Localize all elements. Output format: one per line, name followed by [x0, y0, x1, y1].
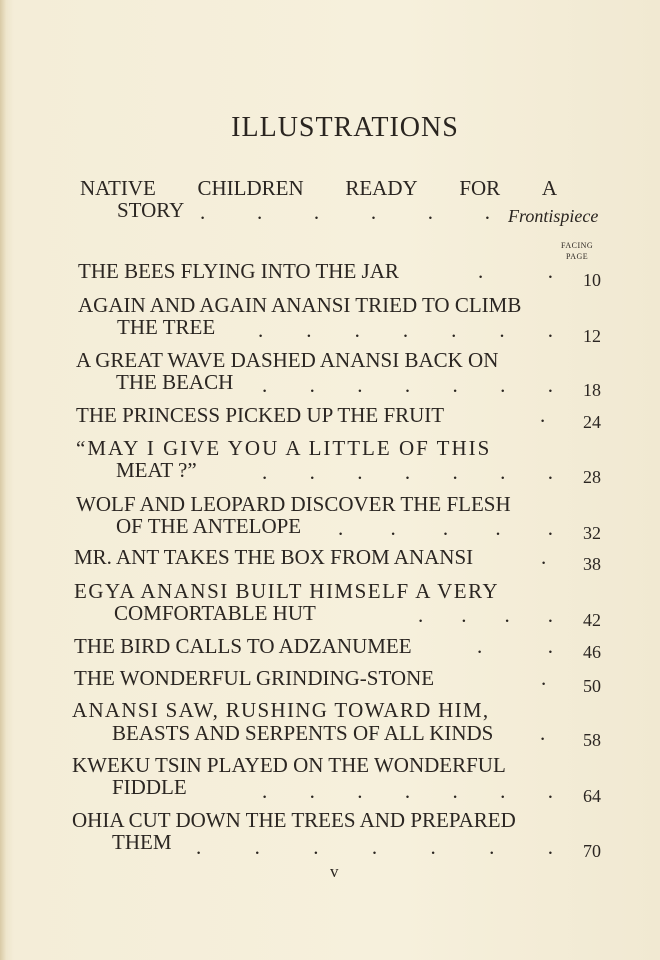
entry-title: OHIA CUT DOWN THE TREES AND PREPARED	[72, 808, 516, 832]
entry-title: THE PRINCESS PICKED UP THE FRUIT	[76, 403, 445, 427]
entry-title-continued: OF THE ANTELOPE	[116, 514, 302, 538]
entry-title: WOLF AND LEOPARD DISCOVER THE FLESH	[76, 492, 511, 516]
entry-page-number: 50	[583, 676, 601, 696]
entry-page-number: 64	[583, 786, 601, 806]
entry-page-number: 12	[583, 326, 601, 346]
entry-title: THE BIRD CALLS TO ADZANUMEE	[74, 634, 412, 658]
entry-page-number: 38	[583, 554, 601, 574]
entry-page-number: 70	[583, 841, 601, 861]
entry-page-number: 32	[583, 523, 601, 543]
facing-page-label: FACING PAGE	[561, 241, 594, 261]
leader-dots: . . . .	[418, 603, 553, 627]
entry-page-number: 10	[583, 270, 601, 290]
frontispiece-word: CHILDREN	[197, 176, 304, 200]
frontispiece-word: READY	[345, 176, 418, 200]
page-folio: v	[330, 862, 339, 881]
frontispiece-word: NATIVE	[80, 176, 156, 200]
leader-dots: .	[540, 721, 546, 745]
leader-dots: . .	[478, 259, 553, 283]
entry-title-continued: COMFORTABLE HUT	[114, 601, 316, 625]
entry-page-number: 46	[583, 642, 601, 662]
entry-page-number: 58	[583, 730, 601, 750]
leader-dots: . .	[477, 634, 553, 658]
leader-dots: . . . . . . .	[196, 835, 553, 859]
entry-page-number: 18	[583, 380, 601, 400]
entry-title-continued: MEAT ?”	[116, 458, 197, 482]
entry-title: “MAY I GIVE YOU A LITTLE OF THIS	[76, 436, 492, 460]
entry-title-continued: THE TREE	[117, 315, 216, 339]
leader-dots: .	[541, 545, 547, 569]
leader-dots: . . . . . . .	[262, 460, 553, 484]
frontispiece-leader-dots: . . . . . .	[200, 200, 490, 224]
frontispiece-page: Frontispiece	[508, 206, 599, 226]
entry-title-continued: FIDDLE	[112, 775, 187, 799]
entry-title-continued: THEM	[112, 830, 172, 854]
entry-title: A GREAT WAVE DASHED ANANSI BACK ON	[76, 348, 499, 372]
page-title: ILLUSTRATIONS	[231, 112, 459, 143]
frontispiece-word: FOR	[459, 176, 501, 200]
entry-title: KWEKU TSIN PLAYED ON THE WONDERFUL	[72, 753, 506, 777]
leader-dots: . . . . . . .	[262, 779, 553, 803]
leader-dots: . . . . .	[338, 516, 553, 540]
entry-title: ANANSI SAW, RUSHING TOWARD HIM,	[72, 698, 490, 722]
page-gutter	[0, 0, 6, 960]
leader-dots: .	[541, 666, 547, 690]
entry-title-continued: THE BEACH	[116, 370, 234, 394]
entry-page-number: 28	[583, 467, 601, 487]
frontispiece-line-2: STORY	[117, 198, 185, 222]
leader-dots: . . . . . . .	[262, 373, 553, 397]
leader-dots: .	[540, 403, 546, 427]
entry-title-continued: BEASTS AND SERPENTS OF ALL KINDS	[112, 721, 494, 745]
frontispiece-word: A	[541, 176, 557, 200]
entry-page-number: 24	[583, 412, 601, 432]
entry-title: EGYA ANANSI BUILT HIMSELF A VERY	[74, 579, 500, 603]
entry-title: AGAIN AND AGAIN ANANSI TRIED TO CLIMB	[78, 293, 522, 317]
leader-dots: . . . . . . .	[258, 318, 553, 342]
entry-title: THE BEES FLYING INTO THE JAR	[78, 259, 399, 283]
entry-title: MR. ANT TAKES THE BOX FROM ANANSI	[74, 545, 474, 569]
entry-title: THE WONDERFUL GRINDING-STONE	[74, 666, 435, 690]
entry-page-number: 42	[583, 610, 601, 630]
